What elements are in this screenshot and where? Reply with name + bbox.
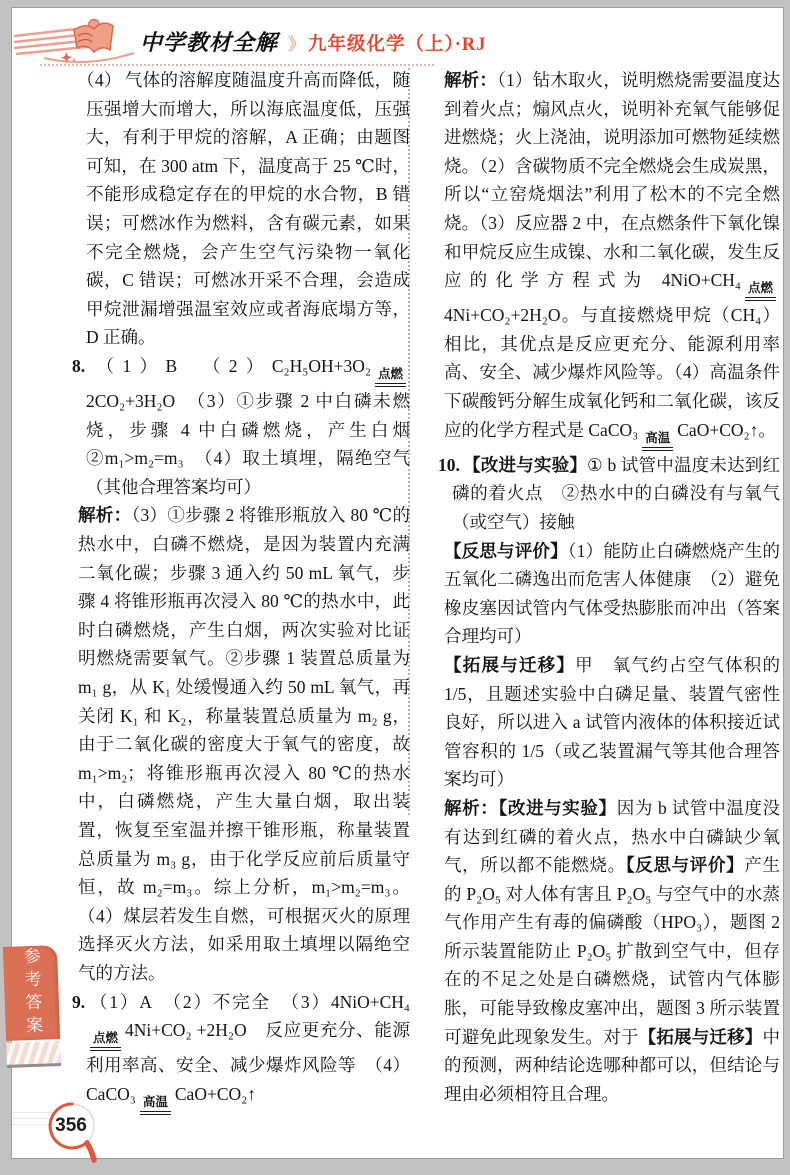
reaction-condition-ignite: 点燃 bbox=[375, 368, 406, 387]
answer-text: 2CO₂+3H₂O （3）①步骤 2 中白磷未燃烧，步骤 4 中白磷燃烧，产生白烟 ②m₁>m₂=m₃ （4）取土填埋，隔绝空气（其他合理答案均可） bbox=[86, 391, 428, 497]
reaction-condition-high-temp: 高温 bbox=[140, 1096, 171, 1115]
analysis-item-10 bbox=[438, 794, 780, 1109]
reaction-condition-high-temp: 高温 bbox=[642, 432, 673, 451]
item-marker: （4） bbox=[77, 70, 122, 90]
header-titles bbox=[140, 26, 487, 57]
item-number: 8. bbox=[72, 355, 86, 376]
answer-text: 气体的溶解度随温度升高而降低，随压强增大而增大，所以海底温度低，压强大，有利于甲烷的溶解，A 正确；由题图可知，在 300 atm 下，温度高于 25 ℃时，不能形成稳定存在的甲烷的水合物，B 错误；可燃冰作为燃料，含有碳元素，如果不完全燃烧，会产生空气污染物一氧化碳，C 错误；可燃冰开采不合理，会造成甲烷泄漏增强温室效应或者海底塌方等，D 正确。 bbox=[86, 70, 411, 348]
answer-item-10 bbox=[438, 451, 780, 537]
page-number-badge bbox=[42, 1098, 108, 1170]
chevron-icon: 》 bbox=[288, 35, 306, 54]
analysis-label: 解析： bbox=[444, 797, 499, 818]
reaction-condition-ignite: 点燃 bbox=[745, 282, 776, 301]
analysis-text: （3）①步骤 2 将锥形瓶放入 80 ℃的热水中，白磷不燃烧，是因为装置内充满二氧化碳；步骤 3 通入约 50 mL 氧气，步骤 4 将锥形瓶再次浸入 80 ℃的热水中，此时白磷燃烧，产生白烟，两次实验对比证明燃烧需要氧气。②步骤 1 装置总质量为 m₁ g，从 K₁ 处缓慢通入约 50 mL 氧气，再关闭 K₁ 和 K₂，称量装置总质量为 m₂ g，由于二氧化碳的密度大于氧气的密度，故 m₁>m₂；将锥形瓶再次浸入 80 ℃的热水中，白磷燃烧，产生大量白烟，取出装置，恢复至室温并擦干锥形瓶，称量装置总质量为 m₃ g，由于化学反应前后质量守恒，故 m₂=m₃。综上分析，m₁>m₂=m₃。（4）煤层若发生自燃，可根据灭火的原理选择灭火方法，如采用取土填埋以隔绝空气的方法。 bbox=[78, 505, 411, 983]
sidebar-tab-hatched-band bbox=[6, 1041, 61, 1068]
item-number: 9. bbox=[72, 991, 86, 1012]
answer-text: ① b 试管中温度未达到红磷的着火点 ②热水中的白磷没有与氧气（或空气）接触 bbox=[452, 454, 780, 532]
series-title: 中学教材全解 bbox=[140, 30, 279, 55]
answer-item-10-reflection bbox=[438, 537, 780, 651]
item-number: 10. bbox=[438, 454, 460, 475]
left-column bbox=[72, 66, 428, 1115]
analysis-text: （1）钻木取火，说明燃烧需要温度达到着火点；煽风点火，说明补充氧气能够促进燃烧；火上浇油，说明添加可燃物延续燃烧。（2）含碳物质不完全燃烧会生成炭黑，所以“立窑烧烟法”利用了松木的不完全燃烧。（3）反应器 2 中，在点燃条件下氧化镍和甲烷反应生成镍、水和二氧化碳，发生反应的化学方程式为 4NiO+CH₄ bbox=[444, 70, 781, 291]
answer-text: 4Ni+CO₂ +2H₂O 反应更充分、能源利用率高、安全、减少爆炸风险等 （4）CaCO₃ bbox=[86, 1020, 410, 1104]
right-column bbox=[438, 66, 780, 1108]
answer-text: CaO+CO₂↑ bbox=[174, 1083, 256, 1104]
section-label: 【拓展与迁移】 bbox=[638, 1026, 763, 1047]
answer-item-4 bbox=[72, 66, 410, 352]
analysis-text: 中的预测，两种结论选哪种都可以，但结论与理由必须相符且合理。 bbox=[444, 1026, 781, 1104]
answer-item-10-extension bbox=[438, 651, 780, 794]
page-header bbox=[12, 14, 783, 68]
page bbox=[12, 8, 783, 1158]
answer-item-9 bbox=[72, 988, 410, 1115]
analysis-label: 解析： bbox=[444, 70, 498, 90]
section-label: 【改进与实验】 bbox=[462, 454, 588, 475]
book-title: 九年级化学（上）·RJ bbox=[308, 35, 487, 55]
reaction-condition-ignite: 点燃 bbox=[90, 1032, 121, 1051]
analysis-label: 解析： bbox=[78, 505, 132, 526]
answer-text: （1）B （2）C₂H₅OH+3O₂ bbox=[88, 355, 371, 376]
answer-text: （1）能防止白磷燃烧产生的五氧化二磷逸出而危害人体健康 （2）避免橡皮塞因试管内气体受热膨胀而冲出（答案合理均可） bbox=[444, 540, 781, 647]
answer-text: （1）A （2）不完全 （3）4NiO+CH₄ bbox=[88, 991, 410, 1012]
sidebar-tab-reference-answers bbox=[3, 945, 61, 1068]
analysis-text: 4Ni+CO₂+2H₂O。与直接燃烧甲烷（CH₄）相比，其优点是反应更充分、能源利用率高、安全、减少爆炸风险等。（4）高温条件下碳酸钙分解生成氧化钙和二氧化碳，该反应的化学方程式是 CaCO₃ bbox=[444, 305, 780, 440]
section-label: 【拓展与迁移】 bbox=[444, 654, 576, 675]
section-label: 【改进与实验】 bbox=[498, 797, 617, 818]
analysis-text: 因为 b 试管中温度没有达到红磷的着火点，热水中白磷缺少氧气，所以都不能燃烧。 bbox=[444, 797, 781, 876]
analysis-text: CaO+CO₂↑。 bbox=[677, 419, 776, 440]
analysis-item-7 bbox=[438, 66, 780, 451]
book-logo-icon bbox=[14, 16, 140, 66]
sidebar-tab-label: 参考答案 bbox=[20, 946, 43, 1040]
answer-text: 甲 氧气约占空气体积的 1/5，且题述实验中白磷足量、装置气密性良好，所以进入 a 试管内液体的体积接近试管容积的 1/5（或乙装置漏气等其他合理答案均可） bbox=[444, 654, 781, 790]
analysis-item-8 bbox=[72, 501, 410, 987]
section-label: 【反思与评价】 bbox=[625, 855, 745, 876]
sidebar-tab-body bbox=[3, 945, 60, 1041]
page-number: 356 bbox=[55, 1115, 87, 1136]
analysis-text: 产生的 P₂O₅ 对人体有害且 P₂O₅ 与空气中的水蒸气作用产生有毒的偏磷酸（HPO₃），题图 2 所示装置能防止 P₂O₅ 扩散到空气中，但存在的不足之处是白磷燃烧，试管内气体膨胀，可能导致橡皮塞冲出，题图 3 所示装置可避免此现象发生。对于 bbox=[444, 855, 781, 1047]
answer-item-8 bbox=[72, 352, 428, 502]
section-label: 【反思与评价】 bbox=[444, 540, 568, 561]
